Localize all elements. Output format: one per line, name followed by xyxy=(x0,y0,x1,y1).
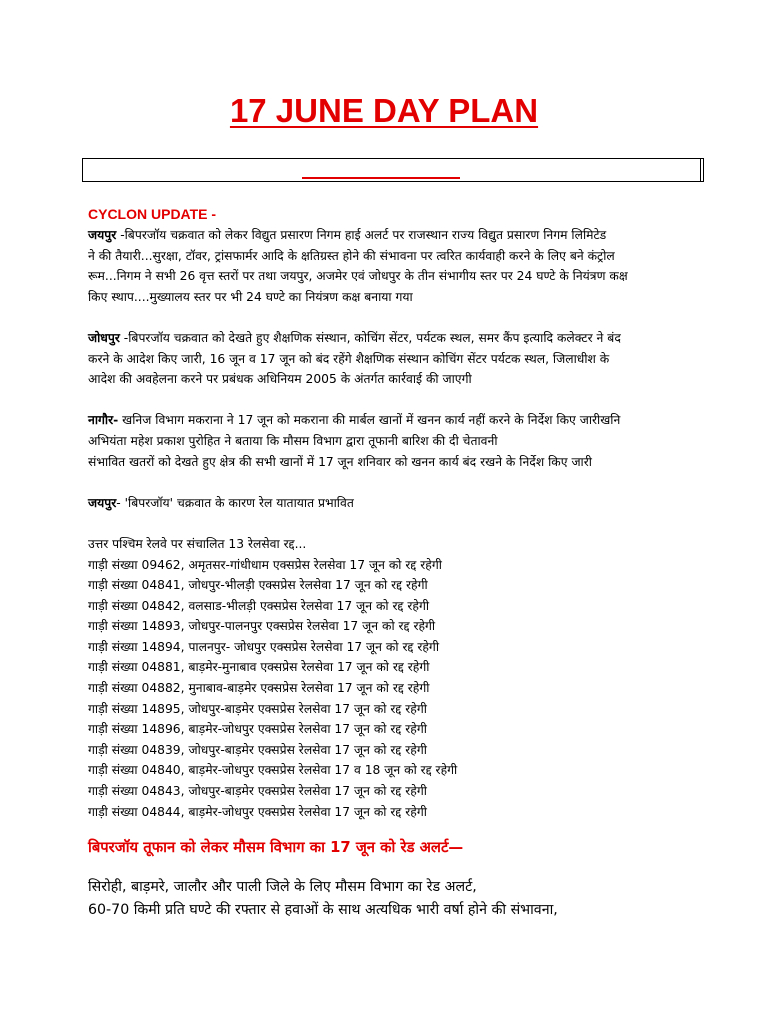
city-label: जोधपुर xyxy=(88,330,120,345)
list-item: गाड़ी संख्या 04843, जोधपुर-बाड़मेर एक्सप्रेस रेलसेवा 17 जून को रद्द रहेगी xyxy=(88,784,427,799)
paragraph-line: सिरोही, बाड़मरे, जालौर और पाली जिले के लिए मौसम विभाग का रेड अलर्ट, xyxy=(88,879,477,896)
list-item: गाड़ी संख्या 14893, जोधपुर-पालनपुर एक्सप्रेस रेलसेवा 17 जून को रद्द रहेगी xyxy=(88,619,436,634)
cyclon-update-heading: CYCLON UPDATE - xyxy=(88,206,217,222)
rail-paragraph xyxy=(88,493,703,823)
list-item: गाड़ी संख्या 04881, बाड़मेर-मुनाबाव एक्सप्रेस रेलसेवा 17 जून को रद्द रहेगी xyxy=(88,660,430,675)
table-divider xyxy=(700,158,701,182)
paragraph-line: जोधपुर -बिपरजॉय चक्रवात को देखते हुए शैक्षणिक संस्थान, कोचिंग सेंटर, पर्यटक स्थल, समर कैंप इत्यादि कलेक्टर ने बंद xyxy=(88,330,621,345)
list-item: गाड़ी संख्या 14896, बाड़मेर-जोधपुर एक्सप्रेस रेलसेवा 17 जून को रद्द रहेगी xyxy=(88,722,427,737)
cyclon-update-paragraph xyxy=(88,225,703,307)
jodhpur-paragraph xyxy=(88,328,703,390)
paragraph-spacer xyxy=(88,390,703,411)
list-item: गाड़ी संख्या 09462, अमृतसर-गांधीधाम एक्सप्रेस रेलसेवा 17 जून को रद्द रहेगी xyxy=(88,557,442,572)
paragraph-line: रूम...निगम ने सभी 26 वृत्त स्तरों पर तथा जयपुर, अजमेर एवं जोधपुर के तीन संभागीय स्तर पर 24 घण्टे के नियंत्रण कक्ष xyxy=(88,269,628,284)
list-item: गाड़ी संख्या 04840, बाड़मेर-जोधपुर एक्सप्रेस रेलसेवा 17 व 18 जून को रद्द रहेगी xyxy=(88,763,458,778)
rail-intro: उत्तर पश्चिम रेलवे पर संचालित 13 रेलसेवा रद्द... xyxy=(88,536,307,551)
red-underline-divider xyxy=(302,177,460,179)
list-item: गाड़ी संख्या 14894, पालनपुर- जोधपुर एक्सप्रेस रेलसेवा 17 जून को रद्द रहेगी xyxy=(88,639,440,654)
list-item: गाड़ी संख्या 14895, जोधपुर-बाड़मेर एक्सप्रेस रेलसेवा 17 जून को रद्द रहेगी xyxy=(88,701,427,716)
paragraph-line: ने की तैयारी...सुरक्षा, टॉवर, ट्रांसफार्मर आदि के क्षतिग्रस्त होने की संभावना पर त्वरित कार्यवाही करने के लिए बने कंट्रोल xyxy=(88,248,615,263)
nagaur-paragraph xyxy=(88,410,703,472)
city-label: नागौर- xyxy=(88,413,119,428)
city-label: जयपुर xyxy=(88,495,117,510)
paragraph-line: नागौर- खनिज विभाग मकराना ने 17 जून को मकराना की मार्बल खानों में खनन कार्य नहीं करने के निर्देश किए जारीखनि xyxy=(88,413,621,428)
paragraph-line: जयपुर- 'बिपरजॉय' चक्रवात के कारण रेल यातायात प्रभावित xyxy=(88,495,354,510)
paragraph-line: किए स्थाप....मुख्यालय स्तर पर भी 24 घण्टे का नियंत्रण कक्ष बनाया गया xyxy=(88,289,413,304)
paragraph-spacer xyxy=(88,513,703,534)
page-title: 17 JUNE DAY PLAN xyxy=(229,92,539,129)
red-alert-heading: बिपरजॉय तूफान को लेकर मौसम विभाग का 17 जून को रेड अलर्ट— xyxy=(88,839,464,857)
paragraph-line: संभावित खतरों को देखते हुए क्षेत्र की सभी खानों में 17 जून शनिवार को खनन कार्य बंद रखने के निर्देश किए जारी xyxy=(88,454,592,469)
train-cancellation-list xyxy=(88,555,703,823)
city-label: जयपुर xyxy=(88,228,117,242)
paragraph-line: करने के आदेश किए जारी, 16 जून व 17 जून को बंद रहेंगे शैक्षणिक संस्थान कोचिंग सेंटर पर्यटक स्थल, जिलाधीश के xyxy=(88,351,610,366)
red-alert-paragraph xyxy=(88,876,703,921)
paragraph-line: जयपुर -बिपरजॉय चक्रवात को लेकर विद्युत प्रसारण निगम हाई अलर्ट पर राजस्थान राज्य विद्युत प्रसारण निगम लिमिटेड xyxy=(88,228,607,242)
paragraph-line: अभियंता महेश प्रकाश पुरोहित ने बताया कि मौसम विभाग द्वारा तूफानी बारिश की दी चेतावनी xyxy=(88,433,498,448)
list-item: गाड़ी संख्या 04882, मुनाबाव-बाड़मेर एक्सप्रेस रेलसेवा 17 जून को रद्द रहेगी xyxy=(88,681,430,696)
paragraph-spacer xyxy=(88,307,703,328)
list-item: गाड़ी संख्या 04841, जोधपुर-भीलड़ी एक्सप्रेस रेलसेवा 17 जून को रद्द रहेगी xyxy=(88,578,428,593)
paragraph-line: 60-70 किमी प्रति घण्टे की रफ्तार से हवाओं के साथ अत्यधिक भारी वर्षा होने की संभावना, xyxy=(88,901,558,918)
list-item: गाड़ी संख्या 04839, जोधपुर-बाड़मेर एक्सप्रेस रेलसेवा 17 जून को रद्द रहेगी xyxy=(88,742,427,757)
paragraph-line: आदेश की अवहेलना करने पर प्रबंधक अधिनियम 2005 के अंतर्गत कार्रवाई की जाएगी xyxy=(88,372,472,387)
paragraph-spacer xyxy=(88,472,703,493)
document-body xyxy=(88,203,703,921)
list-item: गाड़ी संख्या 04844, बाड़मेर-जोधपुर एक्सप्रेस रेलसेवा 17 जून को रद्द रहेगी xyxy=(88,804,427,819)
list-item: गाड़ी संख्या 04842, वलसाड-भीलड़ी एक्सप्रेस रेलसेवा 17 जून को रद्द रहेगी xyxy=(88,598,430,613)
